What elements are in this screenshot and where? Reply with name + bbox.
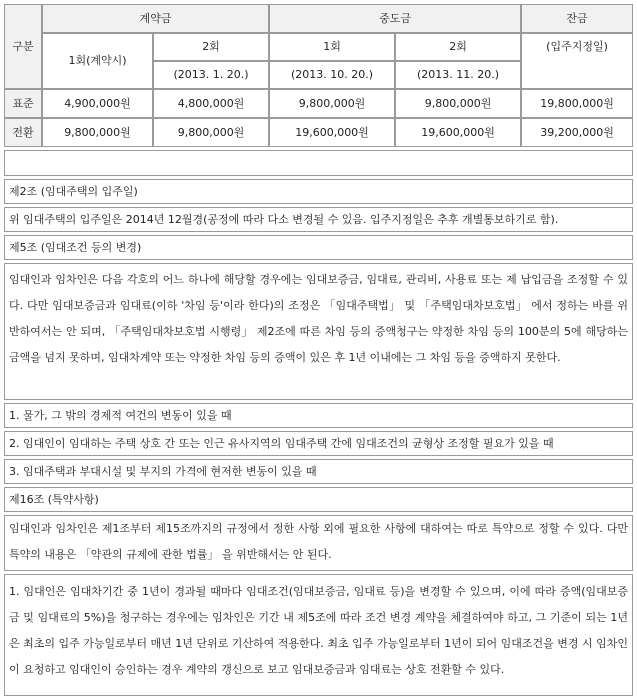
table-row [4, 118, 633, 147]
article-5-item-3: 3. 임대주택과 부대시설 및 부지의 가격에 현저한 변동이 있을 때 [4, 459, 633, 484]
blank-row [4, 150, 633, 176]
cell-contract-1: 9,800,000원 [42, 118, 153, 147]
table-row [4, 89, 633, 118]
cell-contract-2: 4,800,000원 [153, 89, 269, 118]
article-5-item-2: 2. 임대인이 임대하는 주택 상호 간 또는 인근 유사지역의 임대주택 간에 임대조건의 균형상 조정할 필요가 있을 때 [4, 431, 633, 456]
payment-schedule-table [4, 4, 633, 147]
header-middle-2: 2회 [395, 33, 521, 61]
row-label: 전환 [4, 118, 42, 147]
cell-middle-2: 19,600,000원 [395, 118, 521, 147]
cell-middle-2: 9,800,000원 [395, 89, 521, 118]
header-middle-2-date: (2013. 11. 20.) [395, 61, 521, 89]
article-16-title: 제16조 (특약사항) [4, 487, 633, 512]
header-contract-2: 2회 [153, 33, 269, 61]
article-16-item-1: 1. 임대인은 임대차기간 중 1년이 경과될 때마다 임대조건(임대보증금, 임대료 등)을 변경할 수 있으며, 이에 따라 증액(임대보증금 및 임대료의 5%)을 청구하는 경우에는 임차인은 기간 내 제5조에 따라 조건 변경 계약을 체결하여야 하고, 그 기준이 되는 1년은 최초의 입주 가능일로부터 매년 1년 단위로 기산하여 적용한다. 최초 입주 가능일로부터 1년이 되어 임대조건을 변경 시 임차인이 요청하고 임대인이 승인하는 경우 계약의 갱신으로 보고 임대보증금과 임대료는 상호 전환할 수 있다. [4, 574, 633, 696]
cell-contract-1: 4,900,000원 [42, 89, 153, 118]
header-contract-2-date: (2013. 1. 20.) [153, 61, 269, 89]
article-5-item-1: 1. 물가, 그 밖의 경제적 여건의 변동이 있을 때 [4, 403, 633, 428]
header-balance-sub: (입주지정일) [521, 33, 633, 89]
cell-contract-2: 9,800,000원 [153, 118, 269, 147]
header-balance: 잔금 [521, 4, 633, 33]
row-label: 표준 [4, 89, 42, 118]
cell-balance: 39,200,000원 [521, 118, 633, 147]
cell-balance: 19,800,000원 [521, 89, 633, 118]
header-contract-deposit: 계약금 [42, 4, 269, 33]
header-middle-1-date: (2013. 10. 20.) [269, 61, 395, 89]
article-16-body: 임대인과 임차인은 제1조부터 제15조까지의 규정에서 정한 사항 외에 필요한 사항에 대하여는 따로 특약으로 정할 수 있다. 다만 특약의 내용은 「약관의 규제에 관한 법률」 을 위반해서는 안 된다. [4, 515, 633, 571]
header-middle-1: 1회 [269, 33, 395, 61]
cell-middle-1: 9,800,000원 [269, 89, 395, 118]
header-middle-payment: 중도금 [269, 4, 521, 33]
header-contract-1: 1회(계약시) [42, 33, 153, 89]
header-division: 구분 [4, 4, 42, 89]
cell-middle-1: 19,600,000원 [269, 118, 395, 147]
article-2-title: 제2조 (임대주택의 입주일) [4, 179, 633, 204]
contract-clauses [4, 150, 633, 699]
article-5-body: 임대인과 임차인은 다음 각호의 어느 하나에 해당할 경우에는 임대보증금, 임대료, 관리비, 사용료 또는 제 납입금을 조정할 수 있다. 다만 임대보증금과 임대료(이하 '차임 등'이라 한다)의 조정은 「임대주택법」 및 「주택임대차보호법」 에서 정하는 바를 위반하여서는 안 되며, 「주택임대차보호법 시행령」 제2조에 따른 차임 등의 증액청구는 약정한 차임 등의 100분의 5에 해당하는 금액을 넘지 못하며, 임대차계약 또는 약정한 차임 등의 증액이 있은 후 1년 이내에는 그 차임 등을 증액하지 못한다. [4, 263, 633, 400]
article-2-body: 위 임대주택의 입주일은 2014년 12월경(공정에 따라 다소 변경될 수 있음. 입주지정일은 추후 개별통보하기로 함). [4, 207, 633, 232]
article-5-title: 제5조 (임대조건 등의 변경) [4, 235, 633, 260]
